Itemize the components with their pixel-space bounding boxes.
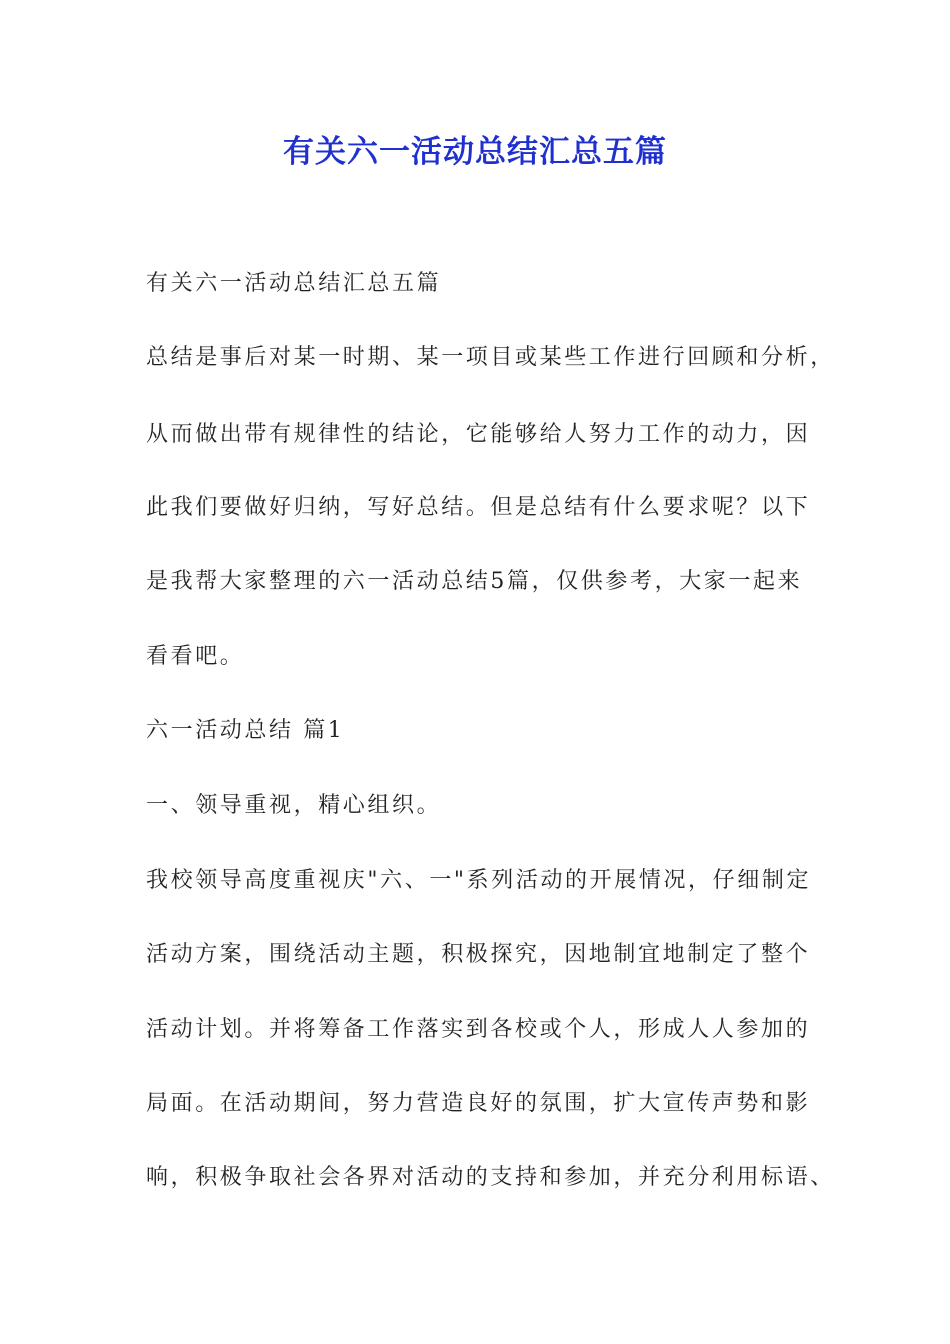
document-title: 有关六一活动总结汇总五篇: [283, 134, 667, 170]
body-line-5: 响，积极争取社会各界对活动的支持和参加，并充分利用标语、: [146, 1165, 835, 1190]
intro-line-2: 从而做出带有规律性的结论，它能够给人努力工作的动力，因: [146, 422, 811, 447]
body-line-2: 活动方案，围绕活动主题，积极探究，因地制宜地制定了整个: [146, 942, 811, 967]
subsection-heading: 一、领导重视，精心组织。: [146, 793, 442, 818]
intro-line-4: 是我帮大家整理的六一活动总结5篇，仅供参考，大家一起来: [146, 569, 803, 594]
section-heading: 六一活动总结 篇1: [146, 718, 345, 743]
body-line-4: 局面。在活动期间，努力营造良好的氛围，扩大宣传声势和影: [146, 1091, 811, 1116]
intro-line-5: 看看吧。: [146, 644, 245, 669]
subtitle-line: 有关六一活动总结汇总五篇: [146, 271, 442, 296]
intro-line-1: 总结是事后对某一时期、某一项目或某些工作进行回顾和分析，: [146, 345, 835, 370]
intro-line-3: 此我们要做好归纳，写好总结。但是总结有什么要求呢？以下: [146, 495, 811, 520]
body-line-3: 活动计划。并将筹备工作落实到各校或个人，形成人人参加的: [146, 1017, 811, 1042]
body-line-1: 我校领导高度重视庆"六、一"系列活动的开展情况，仔细制定: [146, 868, 812, 893]
